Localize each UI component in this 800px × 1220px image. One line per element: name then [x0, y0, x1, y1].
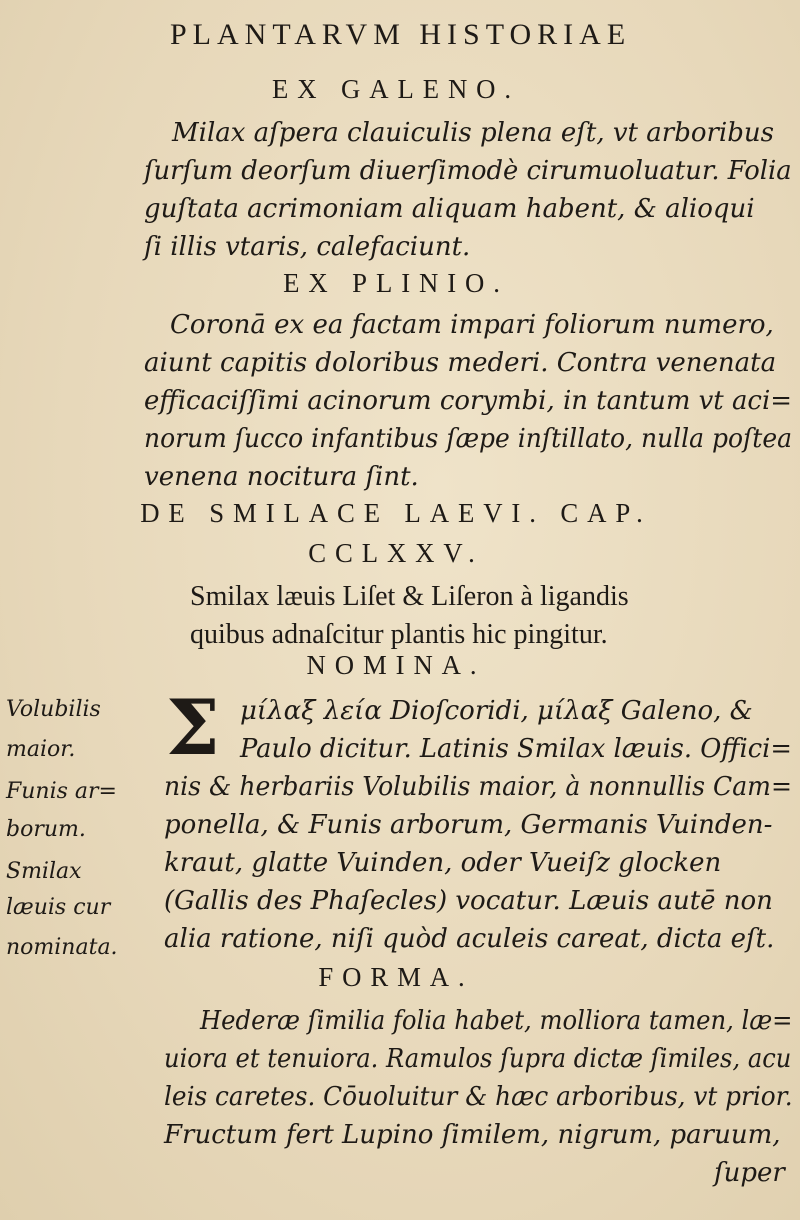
forma-line-2: uiora et tenuiora. Ramulos ſupra dictæ ſimiles, acu: [164, 1044, 792, 1074]
margin-note-7: nominata.: [6, 935, 118, 960]
forma-line-3: leis caretes. Cōuoluitur & hæc arboribus, vt prior.: [164, 1082, 793, 1112]
galen-line-4: ſi illis vtaris, calefaciunt.: [144, 232, 471, 262]
nomina-line-4: ponella, & Funis arborum, Germanis Vuinden-: [164, 810, 773, 840]
galen-line-2: ſurſum deorſum diuerſimodè cirumuoluatur. Folia: [144, 156, 792, 186]
section-heading-pliny: EX PLINIO.: [283, 268, 509, 298]
section-heading-nomina: NOMINA.: [306, 650, 486, 680]
pliny-line-2: aiunt capitis doloribus mederi. Contra venenata: [144, 348, 777, 378]
section-heading-galen: EX GALENO.: [272, 74, 520, 104]
chapter-intro-line-2: quibus adnaſcitur plantis hic pingitur.: [190, 619, 608, 650]
section-heading-forma: FORMA.: [318, 962, 474, 992]
pliny-line-3: efficaciſſimi acinorum corymbi, in tantum vt aci=: [144, 386, 792, 416]
margin-note-1: Volubilis: [6, 697, 101, 722]
margin-note-3: Funis ar=: [6, 779, 117, 804]
margin-note-6: læuis cur: [6, 895, 111, 920]
chapter-number: CCLXXV.: [308, 538, 484, 568]
forma-line-4: Fructum fert Lupino ſimilem, nigrum, paruum,: [164, 1120, 781, 1150]
forma-line-1: Hederæ ſimilia folia habet, molliora tamen, læ=: [200, 1006, 793, 1036]
pliny-line-5: venena nocitura ſint.: [144, 462, 419, 492]
nomina-line-2: Paulo dicitur. Latinis Smilax læuis. Offici=: [240, 734, 792, 764]
margin-note-2: maior.: [6, 737, 76, 762]
nomina-line-3: nis & herbariis Volubilis maior, à nonnullis Cam=: [164, 772, 792, 802]
nomina-line-6: (Gallis des Phaſecles) vocatur. Læuis autē non: [164, 886, 773, 916]
drop-cap: Σ: [166, 683, 220, 772]
nomina-line-5: kraut, glatte Vuinden, oder Vueiſz glocken: [164, 848, 722, 878]
nomina-line-7: alia ratione, niſi quòd aculeis careat, dicta eſt.: [164, 924, 775, 954]
chapter-heading: DE SMILACE LAEVI. CAP.: [140, 498, 652, 528]
galen-line-1: Milax aſpera clauiculis plena eſt, vt arboribus: [172, 118, 774, 148]
catchword: ſuper: [714, 1158, 785, 1188]
chapter-intro-line-1: Smilax læuis Liſet & Liſeron à ligandis: [190, 581, 629, 612]
margin-note-4: borum.: [6, 817, 86, 842]
nomina-line-1: μίλαξ λεία Dioſcoridi, μίλαξ Galeno, &: [240, 696, 753, 726]
margin-note-5: Smilax: [6, 859, 82, 884]
pliny-line-4: norum ſucco infantibus ſæpe inſtillato, nulla poſtea: [144, 424, 793, 454]
running-header: PLANTARVM HISTORIAE: [170, 18, 632, 51]
galen-line-3: guſtata acrimoniam aliquam habent, & alioqui: [144, 194, 755, 224]
pliny-line-1: Coronā ex ea factam impari foliorum numero,: [170, 310, 774, 340]
